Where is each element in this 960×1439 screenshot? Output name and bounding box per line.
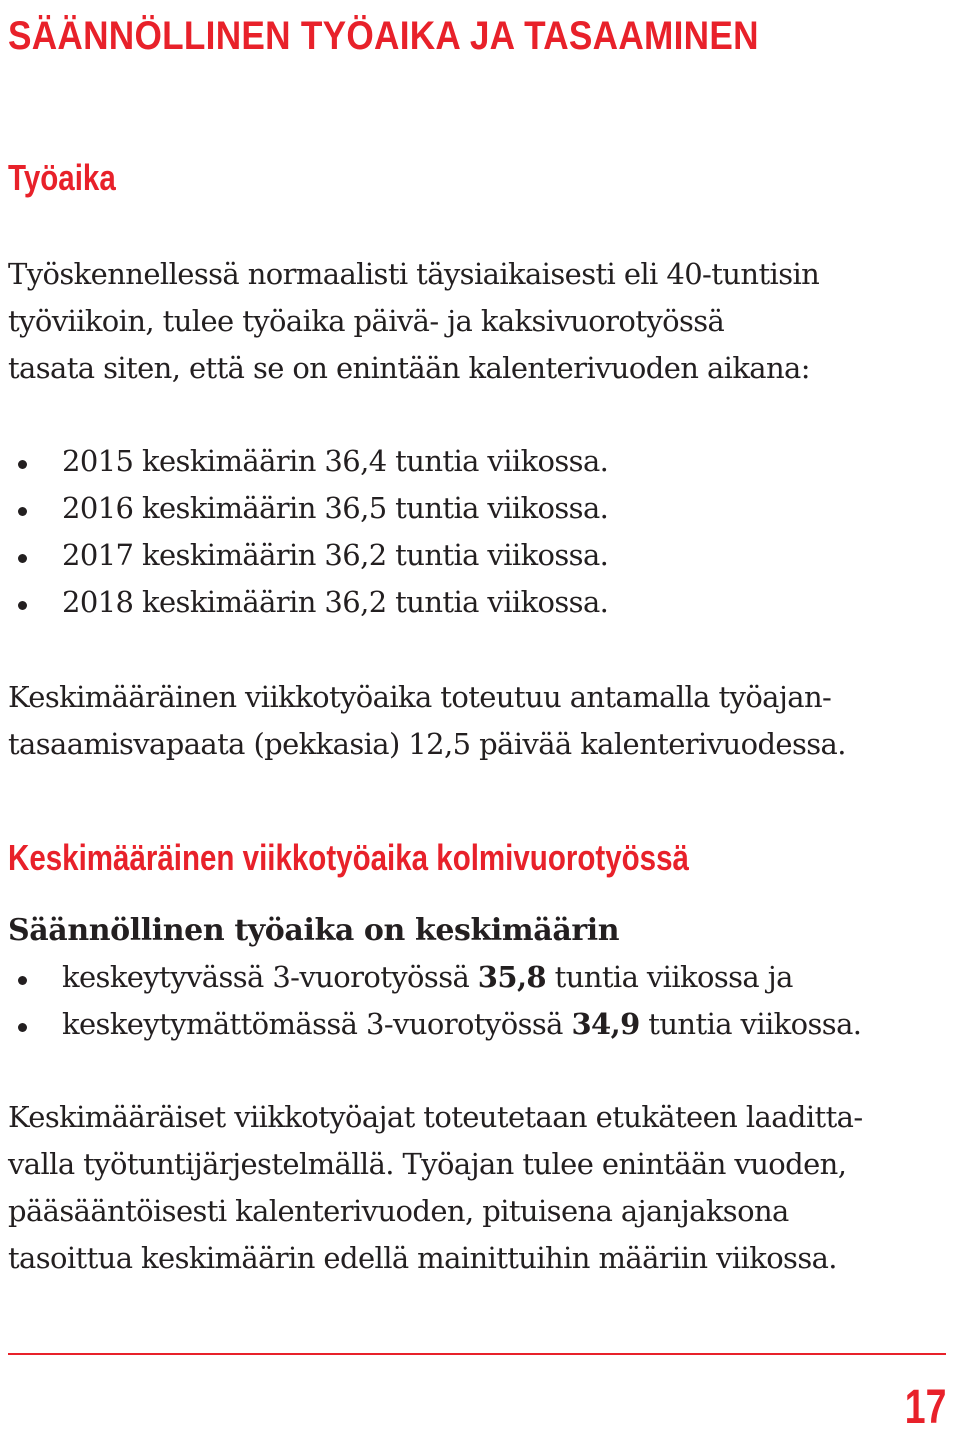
hours-value: 34,9: [571, 1007, 640, 1041]
page-number: 17: [904, 1381, 946, 1434]
bullet-icon: [18, 554, 27, 563]
intro-line: tasata siten, että se on enintään kalenterivuoden aikana:: [8, 351, 810, 385]
yearly-hours-list: [0, 438, 940, 626]
list-item: [0, 438, 940, 485]
bullet-icon: [18, 601, 27, 610]
list-item-text: keskeytymättömässä 3-vuorotyössä: [62, 1007, 572, 1041]
lead-text: Säännöllinen työaika on keskimäärin: [8, 913, 620, 948]
bullet-icon: [18, 976, 27, 985]
section-heading-kolmivuorotyo: Keskimääräinen viikkotyöaika kolmivuorotyössä: [8, 837, 689, 878]
list-item-text: tuntia viikossa.: [639, 1007, 862, 1041]
section-heading-tyoaika: Työaika: [8, 157, 116, 198]
list-item-text: 2018 keskimäärin 36,2 tuntia viikossa.: [62, 585, 609, 619]
pekkaset-paragraph: [8, 674, 938, 768]
paragraph-line: pääsääntöisesti kalenterivuoden, pituisena ajanjaksona: [8, 1194, 789, 1228]
paragraph-line: tasoittua keskimäärin edellä mainittuihin määriin viikossa.: [8, 1241, 837, 1275]
page-title: SÄÄNNÖLLINEN TYÖAIKA JA TASAAMINEN: [8, 14, 759, 58]
list-item: [0, 485, 940, 532]
list-item-text: tuntia viikossa ja: [546, 960, 793, 994]
list-item: [0, 1001, 940, 1048]
list-item-text: 2015 keskimäärin 36,4 tuntia viikossa.: [62, 444, 609, 478]
footer-divider: [8, 1353, 946, 1355]
shift-hours-list: [0, 954, 940, 1048]
paragraph-line: tasaamisvapaata (pekkasia) 12,5 päivää kalenterivuodessa.: [8, 727, 846, 761]
paragraph-line: valla työtuntijärjestelmällä. Työajan tulee enintään vuoden,: [8, 1147, 847, 1181]
hours-value: 35,8: [477, 960, 547, 994]
list-item: [0, 579, 940, 626]
list-item-text: 2016 keskimäärin 36,5 tuntia viikossa.: [62, 491, 609, 525]
list-item-text: 2017 keskimäärin 36,2 tuntia viikossa.: [62, 538, 609, 572]
bullet-icon: [18, 1023, 27, 1032]
bullet-icon: [18, 460, 27, 469]
list-item: [0, 954, 940, 1001]
schedule-paragraph: [8, 1094, 938, 1282]
paragraph-line: Keskimääräiset viikkotyöajat toteutetaan etukäteen laaditta-: [8, 1100, 863, 1134]
intro-line: työviikoin, tulee työaika päivä- ja kaksivuorotyössä: [8, 304, 725, 338]
intro-line: Työskennellessä normaalisti täysiaikaisesti eli 40-tuntisin: [8, 257, 820, 291]
bullet-icon: [18, 507, 27, 516]
paragraph-line: Keskimääräinen viikkotyöaika toteutuu antamalla työajan-: [8, 680, 832, 714]
list-item-text: keskeytyvässä 3-vuorotyössä: [62, 960, 478, 994]
intro-paragraph: [8, 251, 938, 392]
list-item: [0, 532, 940, 579]
